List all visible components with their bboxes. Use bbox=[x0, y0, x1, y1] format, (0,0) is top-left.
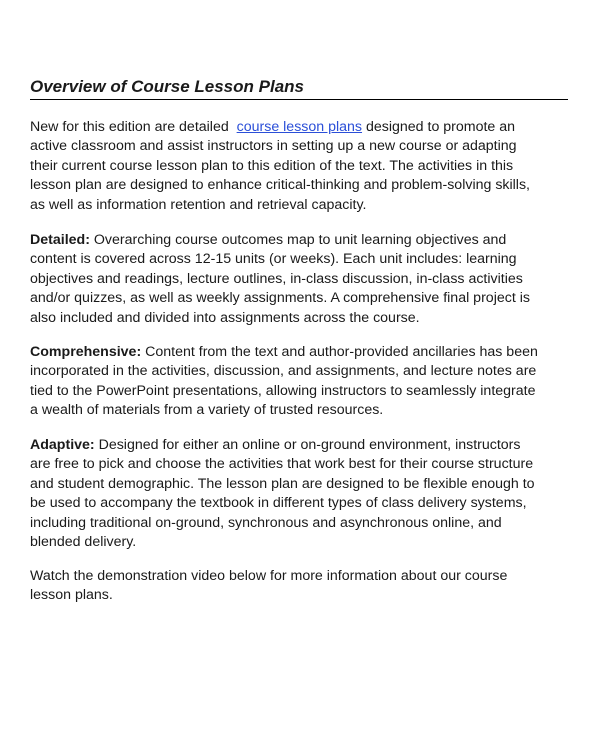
intro-line: as well as information retention and retrieval capacity. bbox=[30, 196, 367, 213]
detailed-line: also included and divided into assignments across the course. bbox=[30, 309, 420, 326]
detailed-line: and/or quizzes, as well as weekly assignments. A comprehensive final project is bbox=[30, 290, 530, 307]
detailed-line-1 bbox=[30, 231, 570, 250]
intro-line: their current course lesson plan to this edition of the text. The activities in this bbox=[30, 157, 514, 174]
intro-text-after-link: designed to promote an bbox=[362, 119, 516, 135]
comprehensive-line: a wealth of materials from a variety of trusted resources. bbox=[30, 402, 384, 419]
adaptive-paragraph bbox=[30, 436, 570, 552]
comprehensive-paragraph bbox=[30, 343, 570, 421]
closing-line: lesson plans. bbox=[30, 587, 113, 604]
title-divider bbox=[30, 99, 568, 100]
adaptive-line: be used to accompany the textbook in different types of class delivery systems, bbox=[30, 495, 527, 512]
adaptive-line: blended delivery. bbox=[30, 534, 137, 551]
adaptive-label: Adaptive: bbox=[30, 437, 95, 453]
adaptive-line: and student demographic. The lesson plan are designed to be flexible enough to bbox=[30, 475, 535, 492]
detailed-line: objectives and readings, lecture outlines, in-class discussion, in-class activities bbox=[30, 270, 523, 287]
adaptive-line: including traditional on-ground, synchronous and asynchronous online, and bbox=[30, 514, 502, 531]
course-lesson-plans-link[interactable]: course lesson plans bbox=[236, 119, 363, 135]
comprehensive-line-1 bbox=[30, 343, 570, 362]
page-title: Overview of Course Lesson Plans bbox=[30, 77, 304, 96]
intro-line-1 bbox=[30, 118, 570, 137]
detailed-paragraph bbox=[30, 231, 570, 328]
comprehensive-first-text: Content from the text and author-provided ancillaries has been bbox=[141, 344, 538, 360]
adaptive-line: are free to pick and choose the activities that work best for their course structure bbox=[30, 456, 534, 473]
detailed-label: Detailed: bbox=[30, 232, 90, 248]
closing-line: Watch the demonstration video below for more information about our course bbox=[30, 568, 508, 584]
intro-line: active classroom and assist instructors in setting up a new course or adapting bbox=[30, 138, 517, 155]
closing-paragraph bbox=[30, 567, 570, 606]
intro-text-before-link: New for this edition are detailed bbox=[30, 119, 237, 135]
comprehensive-line: incorporated in the activities, discussion, and assignments, and lecture notes are bbox=[30, 363, 537, 380]
detailed-line: content is covered across 12-15 units (or weeks). Each unit includes: learning bbox=[30, 251, 517, 268]
comprehensive-label: Comprehensive: bbox=[30, 344, 142, 360]
intro-paragraph bbox=[30, 118, 570, 215]
detailed-first-text: Overarching course outcomes map to unit learning objectives and bbox=[89, 232, 507, 248]
adaptive-line-1 bbox=[30, 436, 570, 455]
adaptive-first-text: Designed for either an online or on-ground environment, instructors bbox=[94, 437, 521, 453]
intro-line: lesson plan are designed to enhance critical-thinking and problem-solving skills, bbox=[30, 177, 530, 194]
comprehensive-line: tied to the PowerPoint presentations, allowing instructors to seamlessly integrate bbox=[30, 382, 536, 399]
